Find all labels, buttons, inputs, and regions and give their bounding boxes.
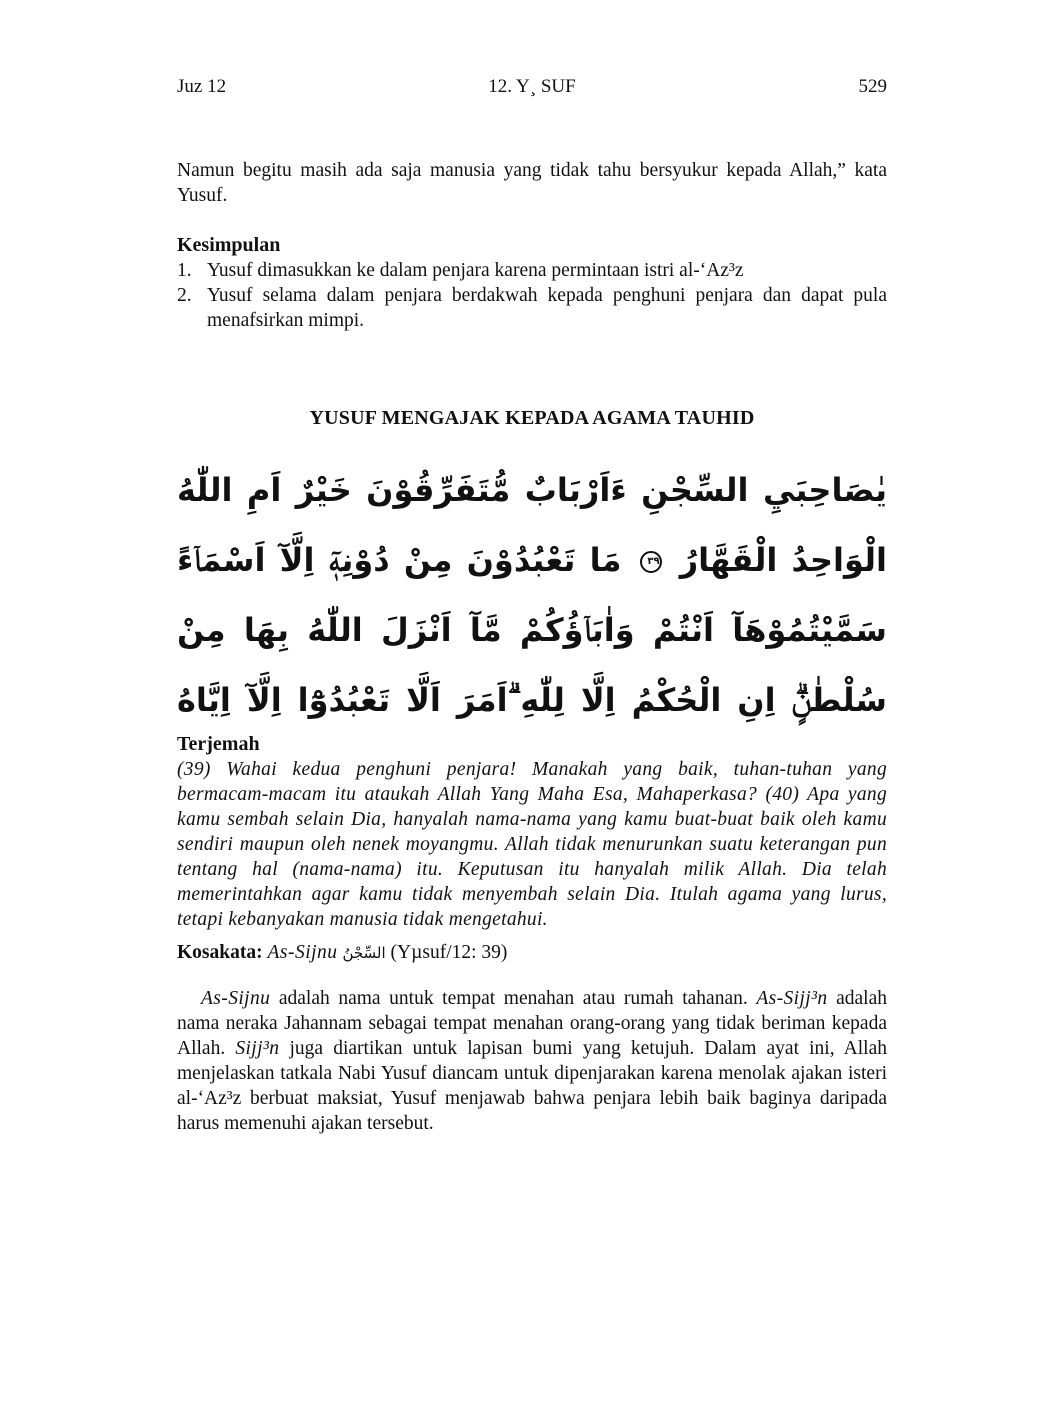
explanation-part-3: juga diartikan untuk lapisan bumi yang ketujuh. Dalam ayat ini, Allah menjelaskan tatkala Nabi Yusuf diancam untuk dipenjarakan karena menolak ajakan isteri al-‘Az³z berbuat maksiat, Yusuf menjawab bahwa penjara lebih baik baginya daripada harus memenuhi ajakan tersebut. <box>177 1038 887 1134</box>
book-page <box>177 70 887 1136</box>
vocabulary-arabic: السِّجْنُ <box>342 944 386 962</box>
explanation-term-1: As-Sijnu <box>201 988 271 1009</box>
conclusion-item-text: Yusuf dimasukkan ke dalam penjara karena permintaan istri al-‘Az³z <box>207 260 744 281</box>
translation-text: (39) Wahai kedua penghuni penjara! Manakah yang baik, tuhan-tuhan yang bermacam-macam itu ataukah Allah Yang Maha Esa, Mahaperkasa? (40) Apa yang kamu sembah selain Dia, hanyalah nama-nama yang kamu buat-buat baik oleh kamu sendiri maupun oleh nenek moyangmu. Allah tidak menurunkan suatu keterangan pun tentang hal (nama-nama) itu. Keputusan itu hanyalah milik Allah. Dia telah memerintahkan agar kamu tidak menyembah selain Dia. Itulah agama yang lurus, tetapi kebanyakan manusia tidak mengetahui. <box>177 759 887 930</box>
explanation-paragraph <box>177 986 887 1136</box>
arabic-verses <box>177 455 887 730</box>
arabic-verse-40: مَا تَعْبُدُوْنَ مِنْ دُوْنِهٖٓ اِلَّآ اَسْمَاۤءً سَمَّيْتُمُوْهَآ اَنْتُمْ وَاٰبَاۤؤُكُمْ مَّآ اَنْزَلَ اللّٰهُ بِهَا مِنْ سُلْطٰنٍۗ اِنِ الْحُكْمُ اِلَّا لِلّٰهِ ۗاَمَرَ اَلَّا تَعْبُدُوْٓا اِلَّآ اِيَّاهُ <box>177 541 887 719</box>
verse-number-39: ٣٩ <box>640 551 662 573</box>
vocabulary-term: As-Sijnu <box>267 942 338 963</box>
conclusion-heading: Kesimpulan <box>177 234 281 256</box>
explanation-part-1: adalah nama untuk tempat menahan atau rumah tahanan. <box>270 988 757 1009</box>
running-header <box>177 70 887 100</box>
conclusion-list <box>177 258 887 333</box>
conclusion-item-1 <box>177 258 887 283</box>
vocabulary-line <box>177 940 887 966</box>
vocabulary-reference: (Yµsuf/12: 39) <box>390 942 508 963</box>
explanation-term-2: As-Sijj³n <box>756 988 828 1009</box>
intro-paragraph: Namun begitu masih ada saja manusia yang tidak tahu bersyukur kepada Allah,” kata Yusuf. <box>177 160 887 206</box>
conclusion-item-number: 2. <box>177 285 192 306</box>
page-number: 529 <box>858 76 887 97</box>
section-title: YUSUF MENGAJAK KEPADA AGAMA TAUHID <box>309 407 755 429</box>
conclusion-item-text: Yusuf selama dalam penjara berdakwah kepada penghuni penjara dan dapat pula menafsirkan mimpi. <box>207 285 887 331</box>
juz-label: Juz 12 <box>177 76 227 97</box>
explanation-part-2: adalah nama neraka Jahannam sebagai tempat menahan orang-orang yang tidak beriman kepada Allah. <box>177 988 887 1059</box>
translation-heading: Terjemah <box>177 733 260 755</box>
conclusion-section <box>177 233 887 333</box>
conclusion-item-2 <box>177 283 887 333</box>
conclusion-item-number: 1. <box>177 260 192 281</box>
explanation-term-3: Sijj³n <box>235 1038 280 1059</box>
surah-title: 12. Y¸ SUF <box>488 76 576 97</box>
vocabulary-label: Kosakata: <box>177 942 263 963</box>
arabic-verse-39: يٰصَاحِبَيِ السِّجْنِ ءَاَرْبَابٌ مُّتَفَرِّقُوْنَ خَيْرٌ اَمِ اللّٰهُ الْوَاحِدُ الْقَهَّارُ <box>177 471 887 579</box>
